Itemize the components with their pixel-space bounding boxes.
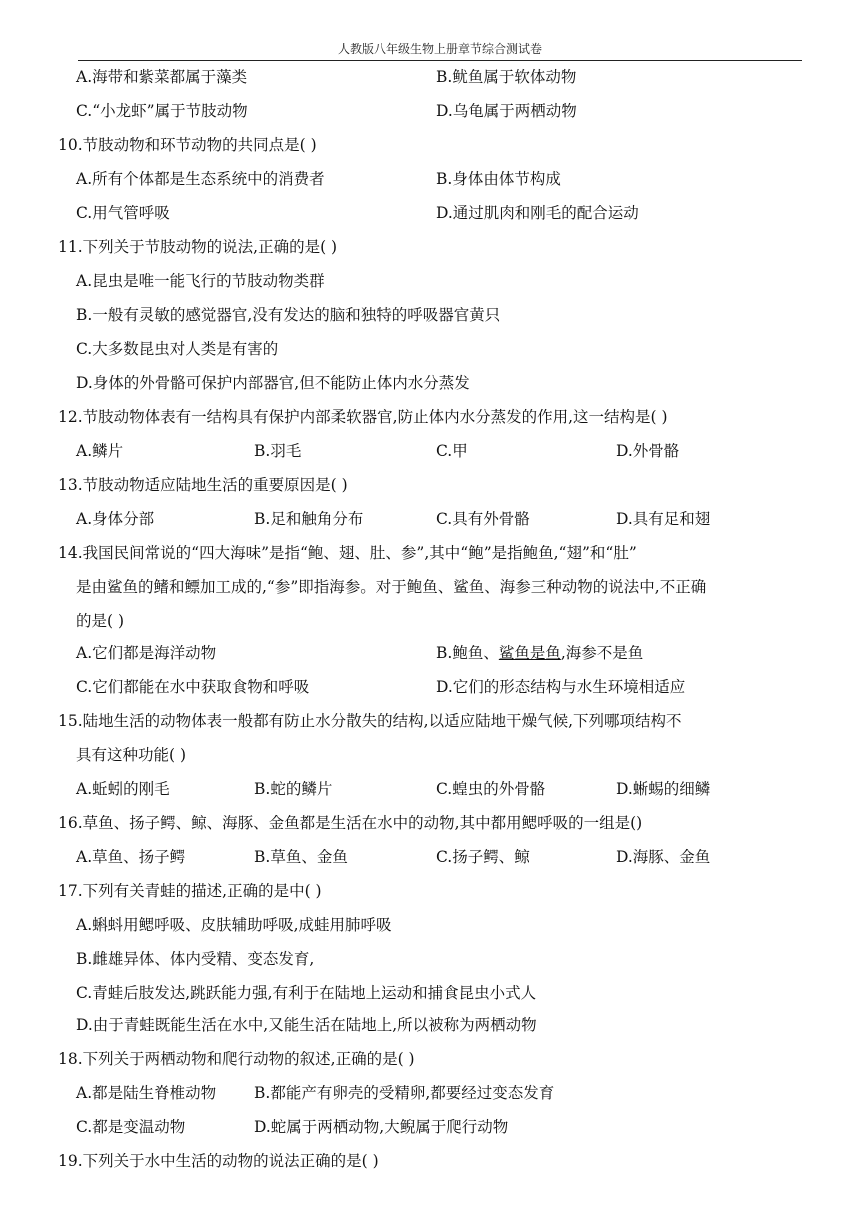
q15-option-a: A.蚯蚓的刚毛 bbox=[76, 780, 170, 798]
q17-option-a: A.蝌蚪用鳃呼吸、皮肤辅助呼吸,成蛙用肺呼吸 bbox=[76, 916, 392, 934]
q15-option-b: B.蛇的鳞片 bbox=[254, 780, 333, 798]
q9-option-c: C.“小龙虾”属于节肢动物 bbox=[76, 102, 248, 120]
q15-option-d: D.蜥蜴的细鳞 bbox=[616, 780, 711, 798]
q16-option-d: D.海豚、金鱼 bbox=[616, 848, 711, 866]
q11-option-c: C.大多数昆虫对人类是有害的 bbox=[76, 340, 279, 358]
q13-stem: 13.节肢动物适应陆地生活的重要原因是( ) bbox=[58, 476, 348, 494]
q16-option-a: A.草鱼、扬子鳄 bbox=[76, 848, 186, 866]
q17-option-b: B.雌雄异体、体内受精、变态发育, bbox=[76, 950, 315, 968]
header-rule bbox=[78, 60, 802, 61]
q14-option-b bbox=[436, 642, 643, 664]
q14-option-b-underlined: 鲨鱼是鱼 bbox=[498, 644, 561, 662]
q11-option-a: A.昆虫是唯一能飞行的节肢动物类群 bbox=[76, 272, 325, 290]
q17-option-d: D.由于青蛙既能生活在水中,又能生活在陆地上,所以被称为两栖动物 bbox=[76, 1016, 537, 1034]
q9-option-d: D.乌龟属于两栖动物 bbox=[436, 102, 577, 120]
q13-option-d: D.具有足和翅 bbox=[616, 510, 711, 528]
q17-option-c: C.青蛙后肢发达,跳跃能力强,有利于在陆地上运动和捕食昆虫小式人 bbox=[76, 984, 537, 1002]
q14-stem-line-3: 的是( ) bbox=[76, 612, 125, 630]
q16-option-b: B.草鱼、金鱼 bbox=[254, 848, 348, 866]
page-header-title: 人教版八年级生物上册章节综合测试卷 bbox=[337, 42, 542, 56]
q14-option-b-suffix: ,海参不是鱼 bbox=[560, 644, 644, 662]
q13-option-a: A.身体分部 bbox=[76, 510, 155, 528]
q11-option-b: B.一般有灵敏的感觉器官,没有发达的脑和独特的呼吸器官黄只 bbox=[76, 306, 501, 324]
q12-option-d: D.外骨骼 bbox=[616, 442, 680, 460]
q18-stem: 18.下列关于两栖动物和爬行动物的叙述,正确的是( ) bbox=[58, 1050, 415, 1068]
q12-option-c: C.甲 bbox=[436, 442, 468, 460]
q16-option-c: C.扬子鳄、鲸 bbox=[436, 848, 530, 866]
q13-option-b: B.足和触角分布 bbox=[254, 510, 364, 528]
q14-option-c: C.它们都能在水中获取食物和呼吸 bbox=[76, 678, 310, 696]
q13-option-c: C.具有外骨骼 bbox=[436, 510, 530, 528]
q11-option-d: D.身体的外骨骼可保护内部器官,但不能防止体内水分蒸发 bbox=[76, 374, 470, 392]
q18-option-d: D.蛇属于两栖动物,大鲵属于爬行动物 bbox=[254, 1118, 509, 1136]
q10-stem: 10.节肢动物和环节动物的共同点是( ) bbox=[58, 136, 317, 154]
q11-stem: 11.下列关于节肢动物的说法,正确的是( ) bbox=[58, 238, 338, 256]
q10-option-d: D.通过肌肉和刚毛的配合运动 bbox=[436, 204, 639, 222]
q12-option-a: A.鳞片 bbox=[76, 442, 124, 460]
q15-stem-line-2: 具有这种功能( ) bbox=[76, 746, 187, 764]
q15-stem-line-1: 15.陆地生活的动物体表一般都有防止水分散失的结构,以适应陆地干燥气候,下列哪项结构不 bbox=[58, 712, 682, 730]
q14-option-a: A.它们都是海洋动物 bbox=[76, 644, 217, 662]
q9-option-a: A.海带和紫菜都属于藻类 bbox=[76, 68, 248, 86]
q12-stem: 12.节肢动物体表有一结构具有保护内部柔软器官,防止体内水分蒸发的作用,这一结构是( ) bbox=[58, 408, 668, 426]
q18-option-b: B.都能产有卵壳的受精卵,都要经过变态发育 bbox=[254, 1084, 555, 1102]
q9-option-b: B.鱿鱼属于软体动物 bbox=[436, 68, 577, 86]
q14-stem-line-2: 是由鲨鱼的鳍和鳔加工成的,“参”即指海参。对于鲍鱼、鲨鱼、海参三种动物的说法中,不正确 bbox=[76, 578, 707, 596]
q14-stem-line-1: 14.我国民间常说的“四大海味”是指“鲍、翅、肚、参”,其中“鲍”是指鲍鱼,“翅”和“肚” bbox=[58, 544, 637, 562]
q15-option-c: C.蝗虫的外骨骼 bbox=[436, 780, 546, 798]
q17-stem: 17.下列有关青蛙的描述,正确的是中( ) bbox=[58, 882, 322, 900]
q16-stem: 16.草鱼、扬子鳄、鲸、海豚、金鱼都是生活在水中的动物,其中都用鳃呼吸的一组是() bbox=[58, 814, 643, 832]
q10-option-a: A.所有个体都是生态系统中的消费者 bbox=[76, 170, 325, 188]
q18-option-a: A.都是陆生脊椎动物 bbox=[76, 1084, 217, 1102]
q10-option-b: B.身体由体节构成 bbox=[436, 170, 561, 188]
q14-option-b-prefix: B.鲍鱼、 bbox=[436, 644, 499, 662]
q12-option-b: B.羽毛 bbox=[254, 442, 302, 460]
q18-option-c: C.都是变温动物 bbox=[76, 1118, 186, 1136]
q19-stem: 19.下列关于水中生活的动物的说法正确的是( ) bbox=[58, 1152, 379, 1170]
q10-option-c: C.用气管呼吸 bbox=[76, 204, 170, 222]
q14-option-d: D.它们的形态结构与水生环境相适应 bbox=[436, 678, 686, 696]
